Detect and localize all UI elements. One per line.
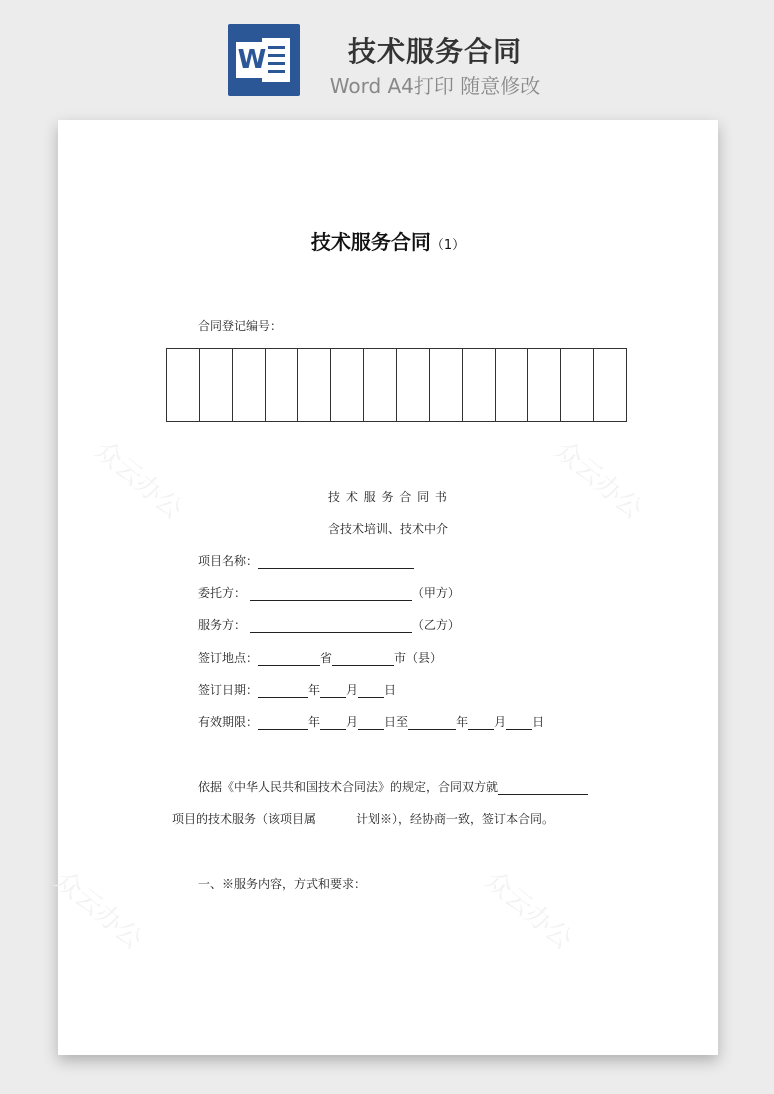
- day-label: 日: [384, 683, 397, 697]
- paragraph-2-text-b: 计划※），经协商一致，签订本合同。: [356, 812, 555, 826]
- watermark: 众云办公: [88, 435, 188, 526]
- end-year-blank[interactable]: [408, 717, 456, 730]
- day-label: 日: [532, 715, 545, 729]
- client-suffix: （甲方）: [411, 586, 460, 600]
- registration-label: 合同登记编号：: [198, 319, 283, 333]
- end-month-blank[interactable]: [468, 717, 494, 730]
- clause-1-heading: 一、※服务内容，方式和要求：: [198, 877, 367, 891]
- city-label: 市（县）: [394, 651, 443, 665]
- header-subtitle: Word A4打印 随意修改: [329, 74, 541, 98]
- place-row: [198, 649, 442, 666]
- day-to-label: 日至: [384, 715, 409, 729]
- client-label: 委托方：: [198, 586, 247, 600]
- paragraph-1-text: 依据《中华人民共和国技术合同法》的规定，合同双方就: [198, 780, 499, 794]
- title-suffix: （1）: [430, 238, 466, 253]
- day-blank[interactable]: [358, 685, 384, 698]
- word-letter: W: [236, 42, 268, 78]
- province-blank[interactable]: [258, 653, 320, 666]
- month-label: 月: [494, 715, 507, 729]
- section-subtitle: 含技术培训、技术中介: [327, 522, 448, 536]
- validity-label: 有效期限：: [198, 715, 259, 729]
- start-month-blank[interactable]: [320, 717, 346, 730]
- document-title: [58, 226, 718, 255]
- provider-suffix: （乙方）: [411, 618, 460, 632]
- year-label: 年: [308, 715, 321, 729]
- paragraph-1: [198, 778, 588, 795]
- project-blank[interactable]: [498, 782, 588, 795]
- city-blank[interactable]: [332, 653, 394, 666]
- province-label: 省: [320, 651, 333, 665]
- provider-row: [198, 616, 460, 633]
- end-day-blank[interactable]: [506, 717, 532, 730]
- year-blank[interactable]: [258, 685, 308, 698]
- date-label: 签订日期：: [198, 683, 259, 697]
- start-year-blank[interactable]: [258, 717, 308, 730]
- month-label: 月: [346, 715, 359, 729]
- title-text: 技术服务合同: [310, 230, 431, 254]
- header-title: 技术服务合同: [347, 35, 522, 68]
- validity-row: [198, 713, 544, 730]
- document-page: [48, 120, 718, 1055]
- project-label: 项目名称：: [198, 554, 259, 568]
- watermark: 众云办公: [48, 865, 148, 956]
- word-icon: [228, 24, 300, 96]
- date-row: [198, 681, 396, 698]
- paragraph-2: [172, 810, 554, 827]
- provider-label: 服务方：: [198, 618, 247, 632]
- place-label: 签订地点：: [198, 651, 259, 665]
- month-blank[interactable]: [320, 685, 346, 698]
- year-label: 年: [456, 715, 469, 729]
- watermark: 众云办公: [478, 865, 578, 956]
- project-name-row: [198, 552, 414, 569]
- month-label: 月: [346, 683, 359, 697]
- client-row: [198, 584, 460, 601]
- start-day-blank[interactable]: [358, 717, 384, 730]
- provider-blank[interactable]: [250, 620, 412, 633]
- section-title: 技 术 服 务 合 同 书: [328, 490, 448, 504]
- watermark: 众云办公: [548, 435, 648, 526]
- year-label: 年: [308, 683, 321, 697]
- registration-number-grid[interactable]: [166, 348, 627, 422]
- project-name-blank[interactable]: [258, 556, 414, 569]
- client-blank[interactable]: [250, 588, 412, 601]
- header: [0, 0, 774, 110]
- paragraph-2-text-a: 项目的技术服务（该项目属: [172, 812, 317, 826]
